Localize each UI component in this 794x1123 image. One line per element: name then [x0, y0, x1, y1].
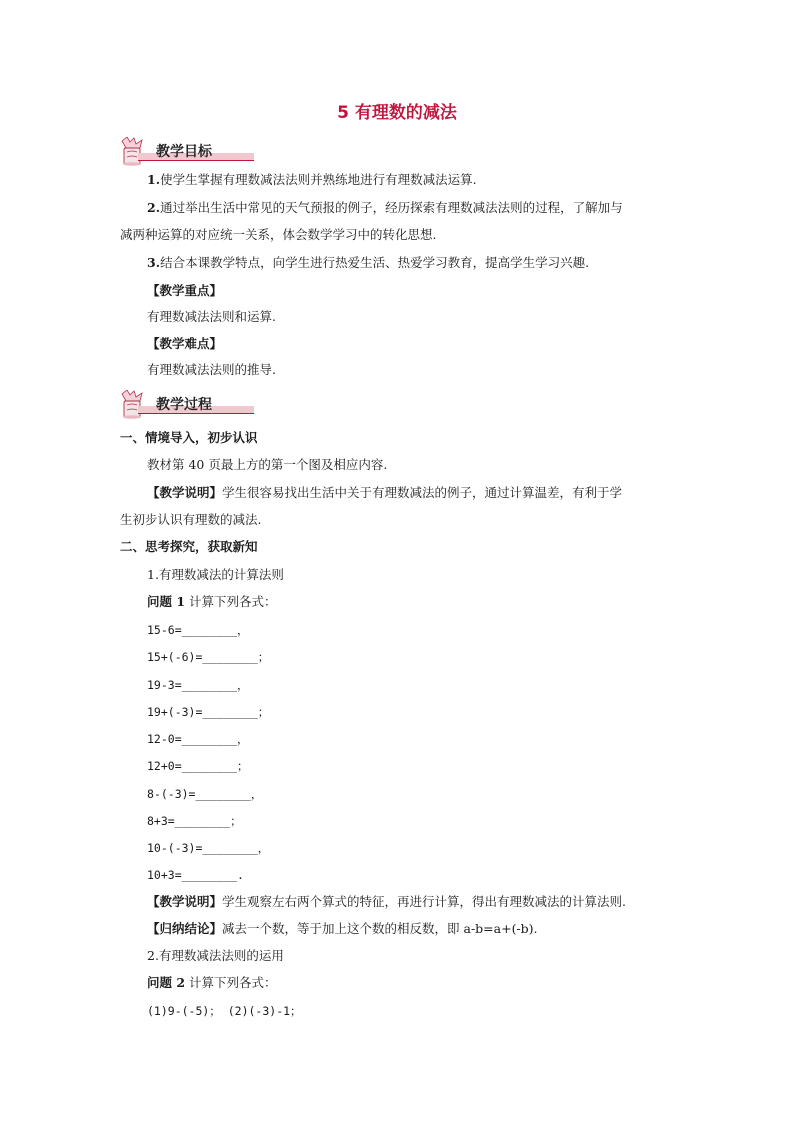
conclusion: 【归纳结论】减去一个数，等于加上这个数的相反数，即 a-b=a+(-b). — [147, 921, 538, 936]
part1-text: 教材第 40 页最上方的第一个图及相应内容. — [147, 457, 388, 472]
difficulty-label: 【教学难点】 — [147, 336, 223, 351]
expression: 15+(-6)=________； — [147, 650, 270, 664]
difficulty-text: 有理数减法法则的推导. — [147, 362, 276, 377]
section-banner-process — [118, 390, 254, 420]
part1-heading: 一、情境导入，初步认识 — [120, 430, 258, 445]
question-1: 问题 1 计算下列各式： — [147, 594, 277, 609]
objective-2-cont: 减两种运算的对应统一关系，体会数学学习中的转化思想. — [120, 227, 437, 242]
page-title: 5 有理数的减法 — [337, 103, 457, 123]
part1-note-cont: 生初步认识有理数的减法. — [120, 512, 262, 527]
expression: 10-(-3)=________， — [147, 841, 270, 855]
pen-holder-icon — [118, 137, 152, 167]
question-2: 问题 2 计算下列各式： — [147, 975, 277, 990]
expression: 19-3=________， — [147, 678, 249, 692]
section-label-objectives: 教学目标 — [156, 144, 212, 160]
objective-2: 2.通过举出生活中常见的天气预报的例子，经历探索有理数减法法则的过程，了解加与 — [147, 200, 623, 215]
part2-heading: 二、思考探究，获取新知 — [120, 539, 258, 554]
subsection-1: 1.有理数减法的计算法则 — [147, 567, 284, 582]
section-label-process: 教学过程 — [156, 397, 212, 413]
key-point-label: 【教学重点】 — [147, 283, 223, 298]
expression: 12-0=________， — [147, 732, 249, 746]
expression: 8+3=________； — [147, 814, 242, 828]
key-point-text: 有理数减法法则和运算. — [147, 309, 276, 324]
expression: 12+0=________； — [147, 759, 249, 773]
teaching-note-2: 【教学说明】学生观察左右两个算式的特征，再进行计算，得出有理数减法的计算法则. — [147, 894, 626, 909]
objective-1: 1.使学生掌握有理数减法法则并熟练地进行有理数减法运算. — [147, 172, 477, 187]
expression: 15-6=________， — [147, 623, 249, 637]
expression: 19+(-3)=________； — [147, 705, 270, 719]
subsection-2: 2.有理数减法法则的运用 — [147, 948, 284, 963]
question-2-expressions: (1)9-(-5)； (2)(-3)-1； — [147, 1004, 302, 1018]
pen-holder-icon — [118, 390, 152, 420]
objective-3: 3.结合本课教学特点，向学生进行热爱生活、热爱学习教育，提高学生学习兴趣. — [147, 255, 590, 270]
part1-note: 【教学说明】学生很容易找出生活中关于有理数减法的例子，通过计算温差，有利于学 — [147, 485, 623, 500]
section-banner-objectives — [118, 137, 254, 167]
expression: 10+3=________. — [147, 868, 244, 882]
expression: 8-(-3)=________， — [147, 787, 263, 801]
